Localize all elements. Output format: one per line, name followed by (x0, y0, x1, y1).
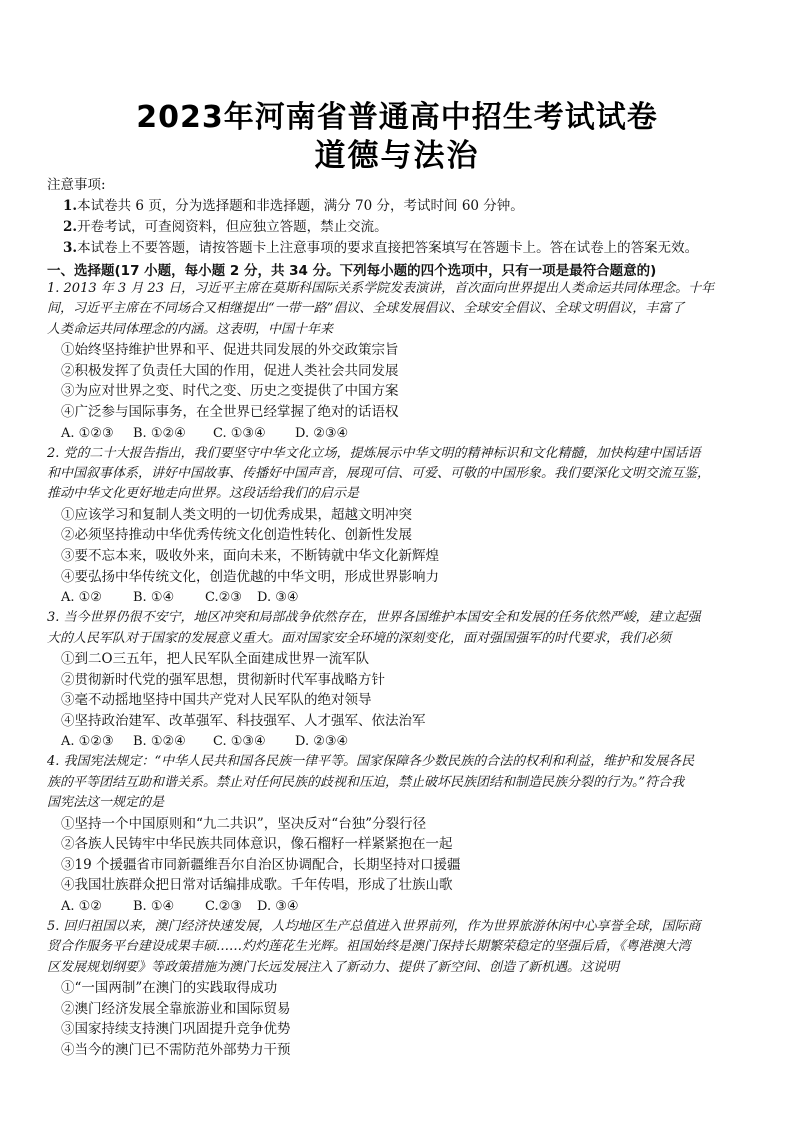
answer-choice-d: D. ②③④ (295, 734, 349, 750)
question-stem-line: 贸合作服务平台建设成果丰硕……灼灼莲花生光辉。祖国始终是澳门保持长期繁荣稳定的坚强后盾，《粤港澳大湾 (47, 939, 691, 955)
answer-choice-a: A. ①② (61, 590, 102, 606)
answer-choice-d: D. ②③④ (295, 425, 349, 441)
question-stem-line: 4. 我国宪法规定：“中华人民共和国各民族一律平等。国家保障各少数民族的合法的权利和利益，维护和发展各民 (47, 754, 695, 770)
answer-choice-b: B. ①②④ (133, 425, 186, 441)
answer-choice-c: C.②③ (205, 898, 242, 914)
question-stem-line: 大的人民军队对于国家的发展意义重大。面对国家安全环境的深刻变化，面对强国强军的时代要求，我们必须 (47, 630, 672, 646)
statement-option: ②积极发挥了负责任大国的作用，促进人类社会共同发展 (61, 362, 399, 379)
statement-option: ③毫不动摇地坚持中国共产党对人民军队的绝对领导 (61, 692, 372, 709)
question-stem-line: 5. 回归祖国以来，澳门经济快速发展，人均地区生产总值进入世界前列，作为世界旅游休闲中心享誉全球，国际商 (47, 918, 701, 934)
statement-option: ④坚持政治建军、改革强军、科技强军、人才强军、依法治军 (61, 712, 426, 729)
notice-block (47, 175, 757, 259)
notice-item: 3.本试卷上不要答题，请按答题卡上注意事项的要求直接把答案填写在答题卡上。答在试卷上的答案无效。 (63, 240, 699, 256)
statement-option: ②澳门经济发展全靠旅游业和国际贸易 (61, 1000, 291, 1017)
statement-option: ②各族人民铸牢中华民族共同体意识，像石榴籽一样紧紧抱在一起 (61, 836, 453, 853)
question-2 (47, 444, 759, 609)
answer-choice-a: A. ①② (61, 898, 102, 914)
statement-option: ③为应对世界之变、时代之变、历史之变提供了中国方案 (61, 383, 399, 400)
question-stem-line: 1. 2013 年 3 月 23 日，习近平主席在莫斯科国际关系学院发表演讲，首次面向世界提出人类命运共同体理念。十年 (47, 281, 715, 296)
statement-option: ①坚持一个中国原则和“九二共识”，坚决反对“台独”分裂行径 (61, 815, 427, 832)
answer-choice-d: D. ③④ (257, 898, 299, 914)
section-heading: 一、选择题(17 小题，每小题 2 分，共 34 分。下列每小题的四个选项中，只有一项是最符合题意的) (47, 263, 657, 279)
answer-choice-b: B. ①④ (133, 898, 175, 914)
question-stem-line: 区发展规划纲要》等政策措施为澳门长远发展注入了新动力、提供了新空间、创造了新机遇。这说明 (47, 959, 620, 975)
statement-option: ④广泛参与国际事务，在全世界已经掌握了绝对的话语权 (61, 404, 399, 420)
question-5 (47, 917, 759, 1061)
statement-option: ①“一国两制”在澳门的实践取得成功 (61, 980, 278, 997)
statement-option: ①到二O三五年，把人民军队全面建成世界一流军队 (61, 651, 370, 667)
question-stem-line: 间，习近平主席在不同场合又相继提出“一带一路”倡议、全球发展倡议、全球安全倡议、全球文明倡议，丰富了 (47, 301, 685, 317)
question-1 (47, 279, 759, 444)
question-stem-line: 人类命运共同体理念的内涵。这表明，中国十年来 (47, 321, 334, 337)
question-stem-line: 和中国叙事体系，讲好中国故事、传播好中国声音，展现可信、可爱、可敬的中国形象。我们要深化文明交流互鉴， (47, 466, 711, 481)
notice-item: 1.本试卷共 6 页，分为选择题和非选择题，满分 70 分，考试时间 60 分钟。 (63, 198, 524, 214)
notice-label: 注意事项: (47, 177, 106, 193)
statement-option: ④当今的澳门已不需防范外部势力干预 (61, 1041, 291, 1058)
answer-choices (47, 423, 759, 444)
answer-choice-c: C.②③ (205, 590, 242, 606)
answer-choice-c: C. ①③④ (213, 734, 266, 750)
question-stem-line: 3. 当今世界仍很不安宁，地区冲突和局部战争依然存在，世界各国维护本国安全和发展的任务依然严峻，建立起强 (47, 610, 701, 626)
statement-option: ③19 个援疆省市同新疆维吾尔自治区协调配合，长期坚持对口援疆 (61, 856, 461, 873)
question-stem-line: 推动中华文化更好地走向世界。这段话给我们的启示是 (47, 486, 360, 502)
statement-option: ③国家持续支持澳门巩固提升竞争优势 (61, 1021, 291, 1038)
answer-choice-a: A. ①②③ (61, 734, 114, 750)
exam-subject: 道德与法治 (314, 138, 480, 174)
statement-option: ①始终坚持维护世界和平、促进共同发展的外交政策宗旨 (61, 342, 399, 359)
question-list (47, 279, 759, 1061)
answer-choice-a: A. ①②③ (61, 425, 114, 441)
statement-option: ④我国壮族群众把日常对话编排成歌。千年传唱，形成了壮族山歌 (61, 877, 453, 894)
exam-title: 2023年河南省普通高中招生考试试卷 (136, 100, 658, 135)
answer-choice-b: B. ①②④ (133, 734, 186, 750)
answer-choices (47, 587, 759, 608)
statement-option: ①应该学习和复制人类文明的一切优秀成果，超越文明冲突 (61, 506, 412, 523)
question-4 (47, 752, 759, 917)
question-stem-line: 2. 党的二十大报告指出，我们要坚守中华文化立场，提炼展示中华文明的精神标识和文化精髓，加快构建中国话语 (47, 445, 701, 461)
statement-option: ②贯彻新时代党的强军思想，贯彻新时代军事战略方针 (61, 671, 385, 688)
statement-option: ③要不忘本来，吸收外来，面向未来，不断铸就中华文化新辉煌 (61, 548, 439, 564)
answer-choice-b: B. ①④ (133, 590, 175, 606)
answer-choices (47, 731, 759, 752)
statement-option: ④要弘扬中华传统文化，创造优越的中华文明，形成世界影响力 (61, 568, 439, 585)
question-stem-line: 国宪法这一规定的是 (47, 795, 165, 811)
question-3 (47, 608, 759, 752)
notice-item: 2.开卷考试，可查阅资料，但应独立答题，禁止交流。 (63, 219, 388, 235)
question-stem-line: 族的平等团结互助和谐关系。禁止对任何民族的歧视和压迫，禁止破坏民族团结和制造民族分裂的行为。”符合我 (47, 774, 685, 790)
statement-option: ②必须坚持推动中华优秀传统文化创造性转化、创新性发展 (61, 527, 412, 544)
answer-choices (47, 896, 759, 917)
answer-choice-c: C. ①③④ (213, 425, 266, 441)
answer-choice-d: D. ③④ (257, 590, 299, 606)
